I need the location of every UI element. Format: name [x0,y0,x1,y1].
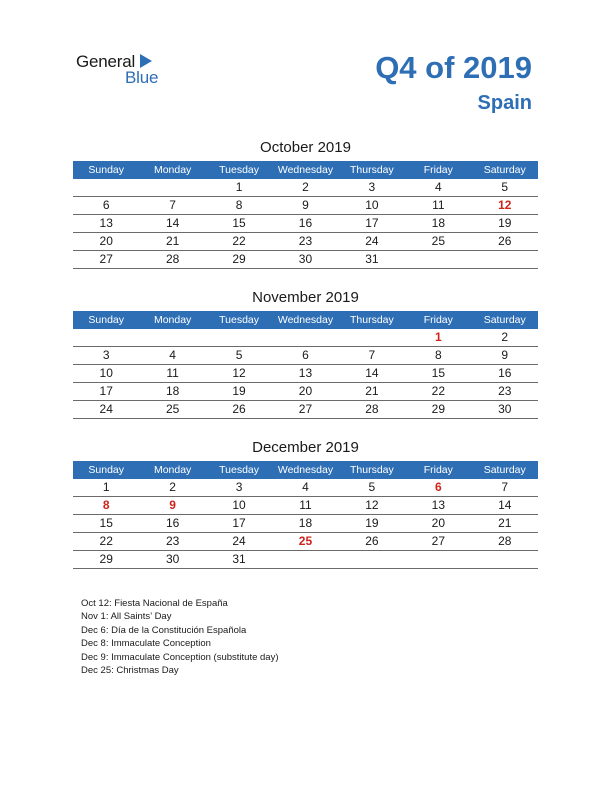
day-cell: 9 [169,498,176,512]
day-cell: 4 [169,348,176,362]
weekday-header [73,311,538,329]
day-cell: 3 [235,480,243,494]
day-cell: 3 [368,180,376,194]
day-cell: 2 [501,330,509,344]
month-title: November 2019 [252,289,359,306]
month-december [73,437,538,569]
day-cell: 29 [99,552,113,566]
month-november [73,287,538,419]
week-row [73,215,538,233]
day-cell: 7 [169,198,176,212]
page-title: Q4 of 2019 [375,50,532,85]
day-cell: 30 [298,252,313,266]
week-row [73,497,538,515]
day-cell: 20 [431,516,445,530]
weekday-label: Monday [153,164,192,176]
weekday-label: Saturday [483,314,526,326]
holiday-note: Nov 1: All Saints’ Day [81,611,172,623]
day-cell [472,251,538,268]
day-cell: 15 [431,366,445,380]
day-cell: 24 [99,402,113,416]
logo-triangle-icon [140,54,152,68]
day-cell: 31 [365,252,379,266]
day-cell [139,329,205,346]
weekday-label: Saturday [483,464,526,476]
week-row [73,365,538,383]
day-cell: 23 [298,234,313,248]
weekday-label: Sunday [88,314,125,326]
weekday-label: Tuesday [219,314,259,326]
day-cell: 8 [102,498,110,512]
day-cell: 5 [368,480,376,494]
weekday-label: Friday [423,314,453,326]
day-cell [73,329,139,346]
day-cell: 28 [365,402,379,416]
day-cell: 27 [298,402,313,416]
weekday-label: Thursday [350,464,394,476]
day-cell: 13 [431,498,445,512]
day-cell: 17 [232,516,246,530]
day-cell: 6 [302,348,309,362]
day-cell [272,551,338,568]
day-cell: 28 [498,534,512,548]
logo-word-blue: Blue [125,68,159,87]
holiday-note: Dec 8: Immaculate Conception [81,638,211,650]
day-cell: 24 [232,534,246,548]
day-cell: 1 [235,180,243,194]
month-title: October 2019 [260,139,351,156]
day-cell: 29 [232,252,246,266]
day-cell: 19 [498,216,512,230]
day-cell: 9 [501,348,509,362]
weekday-label: Tuesday [219,464,259,476]
day-cell: 23 [498,384,512,398]
weekday-label: Monday [153,314,192,326]
day-cell: 2 [169,480,176,494]
day-cell: 7 [368,348,376,362]
day-cell [73,179,139,196]
day-cell: 18 [165,384,180,398]
day-cell: 5 [501,180,509,194]
day-cell: 10 [232,498,246,512]
day-cell: 26 [498,234,512,248]
day-cell: 3 [102,348,110,362]
weekday-header [73,161,538,179]
week-row [73,179,538,197]
logo-word-general: General [76,52,136,71]
day-cell: 16 [165,516,180,530]
week-row [73,383,538,401]
day-cell: 27 [431,534,445,548]
week-row [73,251,538,269]
day-cell [405,551,471,568]
holiday-list [81,597,278,677]
week-row [73,533,538,551]
week-row [73,233,538,251]
day-cell: 13 [298,366,313,380]
day-cell: 24 [365,234,379,248]
day-cell: 15 [99,516,113,530]
day-cell: 4 [434,180,442,194]
day-cell: 25 [431,234,445,248]
month-grid [73,329,538,419]
day-cell [339,329,405,346]
day-cell: 29 [431,402,445,416]
day-cell: 25 [165,402,180,416]
day-cell [339,551,405,568]
holiday-note: Dec 25: Christmas Day [81,665,179,677]
day-cell: 1 [102,480,110,494]
day-cell: 18 [431,216,445,230]
day-cell: 11 [432,198,445,212]
weekday-label: Tuesday [219,164,259,176]
day-cell [272,329,338,346]
month-grid [73,479,538,569]
weekday-label: Thursday [350,164,394,176]
week-row [73,479,538,497]
weekday-header [73,461,538,479]
day-cell [405,251,471,268]
month-october [73,137,538,269]
week-row [73,329,538,347]
weekday-label: Friday [423,164,453,176]
day-cell: 10 [99,366,113,380]
weekday-label: Saturday [483,164,526,176]
day-cell: 20 [298,384,313,398]
day-cell: 5 [235,348,243,362]
month-grid [73,179,538,269]
weekday-label: Monday [153,464,192,476]
day-cell: 28 [165,252,180,266]
day-cell: 2 [302,180,309,194]
day-cell: 4 [302,480,309,494]
day-cell [206,329,272,346]
day-cell: 26 [365,534,379,548]
day-cell: 12 [365,498,379,512]
day-cell [139,179,205,196]
weekday-label: Wednesday [277,164,334,176]
day-cell: 8 [434,348,442,362]
day-cell: 17 [365,216,379,230]
day-cell: 27 [99,252,113,266]
day-cell: 8 [235,198,243,212]
week-row [73,401,538,419]
day-cell: 14 [165,216,180,230]
day-cell: 30 [498,402,512,416]
week-row [73,347,538,365]
day-cell: 10 [365,198,379,212]
day-cell: 1 [434,330,442,344]
day-cell: 31 [232,552,246,566]
day-cell: 6 [434,480,442,494]
country-name: Spain [477,92,532,114]
day-cell: 16 [298,216,313,230]
holiday-note: Dec 9: Immaculate Conception (substitute day) [81,651,279,663]
day-cell: 21 [498,516,512,530]
day-cell: 13 [99,216,113,230]
day-cell: 21 [165,234,180,248]
day-cell: 19 [365,516,379,530]
weekday-label: Wednesday [277,314,334,326]
weekday-label: Wednesday [277,464,334,476]
day-cell: 17 [99,384,113,398]
generalblue-logo [76,52,176,88]
weekday-label: Sunday [88,464,125,476]
day-cell: 12 [498,198,512,212]
day-cell: 16 [498,366,512,380]
week-row [73,551,538,569]
day-cell: 30 [165,552,180,566]
holiday-note: Dec 6: Día de la Constitución Española [81,624,247,636]
weekday-label: Sunday [88,164,125,176]
day-cell: 9 [302,198,309,212]
day-cell: 22 [99,534,113,548]
day-cell: 22 [431,384,445,398]
day-cell: 15 [232,216,246,230]
day-cell: 12 [232,366,246,380]
weekday-label: Thursday [350,314,394,326]
day-cell: 14 [365,366,379,380]
day-cell: 11 [166,366,179,380]
holiday-note: Oct 12: Fiesta Nacional de España [81,598,228,609]
day-cell [472,551,538,568]
day-cell: 19 [232,384,246,398]
day-cell: 23 [165,534,180,548]
day-cell: 25 [298,534,313,548]
day-cell: 14 [498,498,512,512]
day-cell: 11 [299,498,312,512]
day-cell: 22 [232,234,246,248]
week-row [73,197,538,215]
day-cell: 6 [102,198,110,212]
day-cell: 26 [232,402,246,416]
day-cell: 7 [501,480,509,494]
weekday-label: Friday [423,464,453,476]
week-row [73,515,538,533]
month-title: December 2019 [252,439,359,456]
day-cell: 21 [365,384,379,398]
day-cell: 18 [298,516,313,530]
day-cell: 20 [99,234,113,248]
